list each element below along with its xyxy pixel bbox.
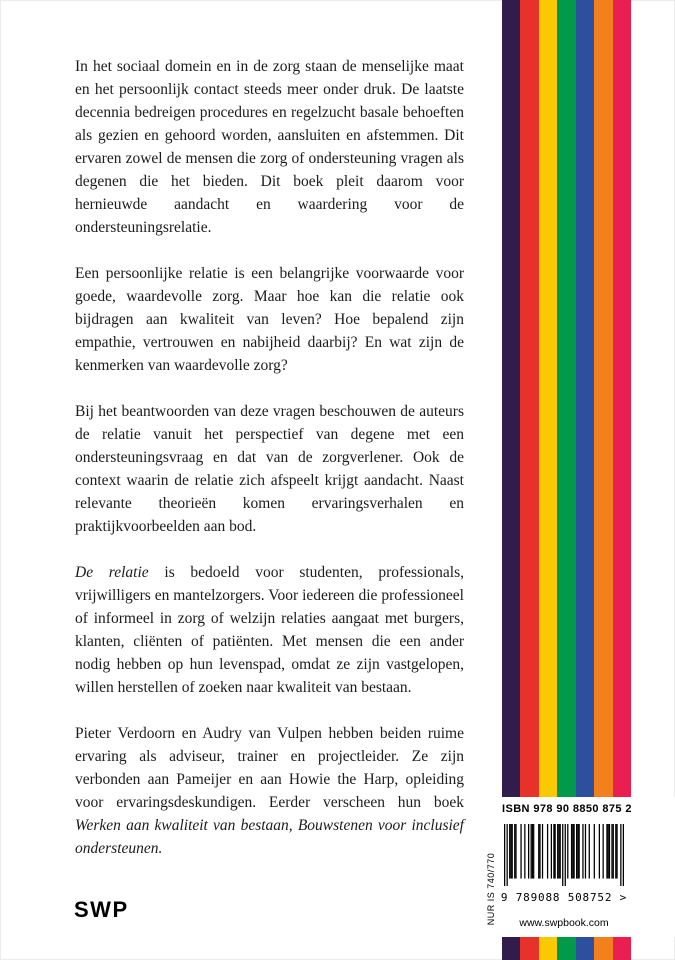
paragraph: In het sociaal domein en in de zorg staan de menselijke maat en het persoonlijk contact steeds meer onder druk. De laatste decennia bedreigen procedures en regelzucht basale behoeften als gezien en gehoord worden, aansluiten en afstemmen. Dit ervaren zowel de mensen die zorg of ondersteuning vragen als degenen die het bieden. Dit boek pleit daarom voor hernieuwde aandacht en waardering voor de ondersteuningsrelatie. [75,58,464,236]
barcode-bars-svg [504,824,624,886]
barcode [504,824,624,886]
paragraph: Pieter Verdoorn en Audry van Vulpen hebben beiden ruime ervaring als adviseur, trainer en projectleider. Ze zijn verbonden aan Pameijer en aan Howie the Harp, opleiding voor ervaringsdeskundigen. Eerder verscheen hun boek Werken aan kwaliteit van bestaan, Bouwstenen voor inclusief ondersteunen. [75,725,464,857]
isbn-label: ISBN 978 90 8850 875 2 [502,803,632,815]
publisher-logo: SWP [74,897,129,922]
body-text [75,55,464,883]
isbn-panel [468,797,675,937]
nur-code: NUR IS 740/770 [486,852,496,926]
paragraph: Bij het beantwoorden van deze vragen beschouwen de auteurs de relatie vanuit het perspectief van degene met een ondersteuningsvraag en dat van de zorgverlener. Ook de context waarin de relatie zich afspeelt krijgt aandacht. Naast relevante theorieën komen ervaringsverhalen en praktijkvoorbeelden aan bod. [75,403,464,535]
website-url: www.swpbook.com [519,917,609,929]
paragraph: Een persoonlijke relatie is een belangrijke voorwaarde voor goede, waardevolle zorg. Maar hoe kan die relatie ook bijdragen aan kwaliteit van leven? Hoe bepalend zijn empathie, vertrouwen en nabijheid daarbij? En wat zijn de kenmerken van waardevolle zorg? [75,265,464,374]
barcode-digits: 9 789088 508752 > [500,891,628,904]
paragraph: De relatie is bedoeld voor studenten, professionals, vrijwilligers en mantelzorgers. Voor iedereen die professioneel of informeel in zorg of welzijn relaties aangaat met burgers, klanten, cliënten of patiënten. Met mensen die een ander nodig hebben op hun levenspad, omdat ze zijn vastgelopen, willen herstellen of zoeken naar kwaliteit van bestaan. [75,564,464,696]
